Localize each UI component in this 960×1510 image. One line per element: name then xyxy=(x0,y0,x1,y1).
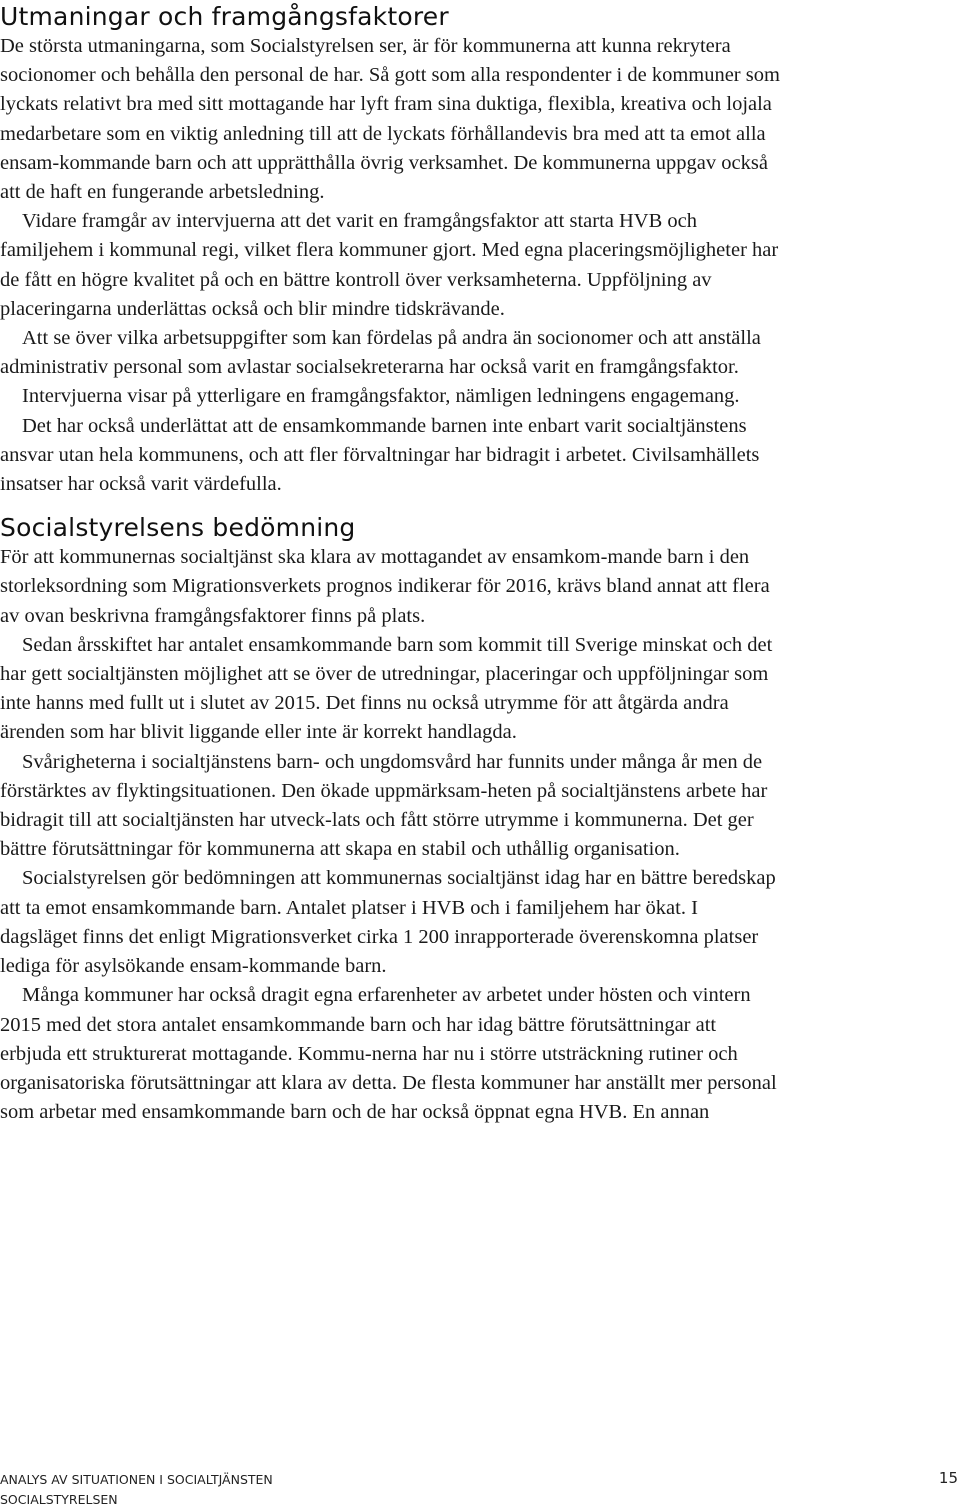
paragraph: För att kommunernas socialtjänst ska klara av mottagandet av ensamkom-mande barn i den storleksordning som Migrationsverkets prognos indikerar för 2016, krävs bland annat att flera av ovan beskrivna framgångsfaktorer finns på plats. xyxy=(0,546,770,627)
paragraph-text: Vidare framgår av intervjuerna att det varit en framgångsfaktor att starta HVB och familjehem i kommunal regi, vilket flera kommuner gjort. xyxy=(0,210,697,262)
paragraph-text: Med egna placeringsmöjligheter har de fått en högre kvalitet på och en bättre kontroll över verksamheterna. Uppföljning av placeringarna underlättas också och blir mindre tidskrävande. xyxy=(0,239,779,320)
paragraph-text: De kommunerna uppgav också att de haft en fungerande arbetsledning. xyxy=(0,151,768,204)
page-number: 15 xyxy=(938,1469,958,1487)
paragraph: Många kommuner har också dragit egna erfarenheter av arbetet under hösten och vintern 2015 med det stora antalet ensamkommande barn och har idag bättre förutsättningar att erbjuda ett strukturerat mottagande. Kommu-nerna har nu i större utsträckning rutiner och organisatoriska förutsättningar att klara av detta. De flesta kommuner har anställt mer personal som arbetar med ensamkommande barn och de har också öppnat egna HVB. En annan xyxy=(0,984,777,1124)
page-footer xyxy=(0,1470,960,1510)
footer-publisher: SOCIALSTYRELSEN xyxy=(0,1492,118,1507)
paragraph: Intervjuerna visar på ytterligare en framgångsfaktor, nämligen ledningens engagemang. xyxy=(22,385,740,408)
section-heading-challenges: Utmaningar och framgångsfaktorer xyxy=(0,2,449,31)
paragraph: Svårigheterna i socialtjänstens barn- och ungdomsvård har funnits under många år men de förstärktes av flyktingsituationen. Den ökade uppmärksam-heten på socialtjänstens arbete har bidragit till att socialtjänsten har utveck-lats och fått större utrymme i kommunerna. Det ger bättre förutsättningar för kommunerna att skapa en stabil och uthållig organisation. xyxy=(0,750,768,861)
paragraph: Sedan årsskiftet har antalet ensamkommande barn som kommit till Sverige minskat och det har gett socialtjänsten möjlighet att se över de utredningar, placeringar och uppföljningar som inte hanns med fullt ut i slutet av 2015. Det finns nu också utrymme för att åtgärda andra ärenden som har blivit liggande eller inte är korrekt handlagda. xyxy=(0,633,773,744)
paragraph: Socialstyrelsen gör bedömningen att kommunernas socialtjänst idag har en bättre beredskap att ta emot ensamkommande barn. Antalet platser i HVB och i familjehem har ökat. I dagsläget finns det enligt Migrationsverket cirka 1 200 inrapporterade överenskomna platser lediga för asylsökande ensam-kommande barn. xyxy=(0,867,776,978)
paragraph xyxy=(0,207,780,324)
paragraph-text: De största utmaningarna, som Socialstyrelsen ser, är för kommunerna att kunna rekrytera socionomer och behålla den personal de har. Så gott som alla respondenter i de kommuner som lyckats relativt bra med sitt mottagande har lyft fram sina duktiga, flexibla, kreativa och lojala medarbetare som en viktig anledning till att de lyckats förhållandevis bra med att ta emot alla ensam-kommande barn och att upprätthålla övrig verksamhet. xyxy=(0,35,780,174)
section-heading-assessment: Socialstyrelsens bedömning xyxy=(0,513,356,543)
paragraph: Att se över vilka arbetsuppgifter som kan fördelas på andra än socionomer och att anställa administrativ personal som avlastar socialsekreterarna har också varit en framgångsfaktor. xyxy=(0,327,761,379)
paragraph xyxy=(0,32,780,207)
paragraph: Det har också underlättat att de ensamkommande barnen inte enbart varit socialtjänstens ansvar utan hela kommunens, och att fler förvaltningar har bidragit i arbetet. Civilsamhällets insatser har också varit värdefulla. xyxy=(0,414,760,496)
footer-report-title: ANALYS AV SITUATIONEN I SOCIALTJÄNSTEN xyxy=(0,1472,273,1487)
